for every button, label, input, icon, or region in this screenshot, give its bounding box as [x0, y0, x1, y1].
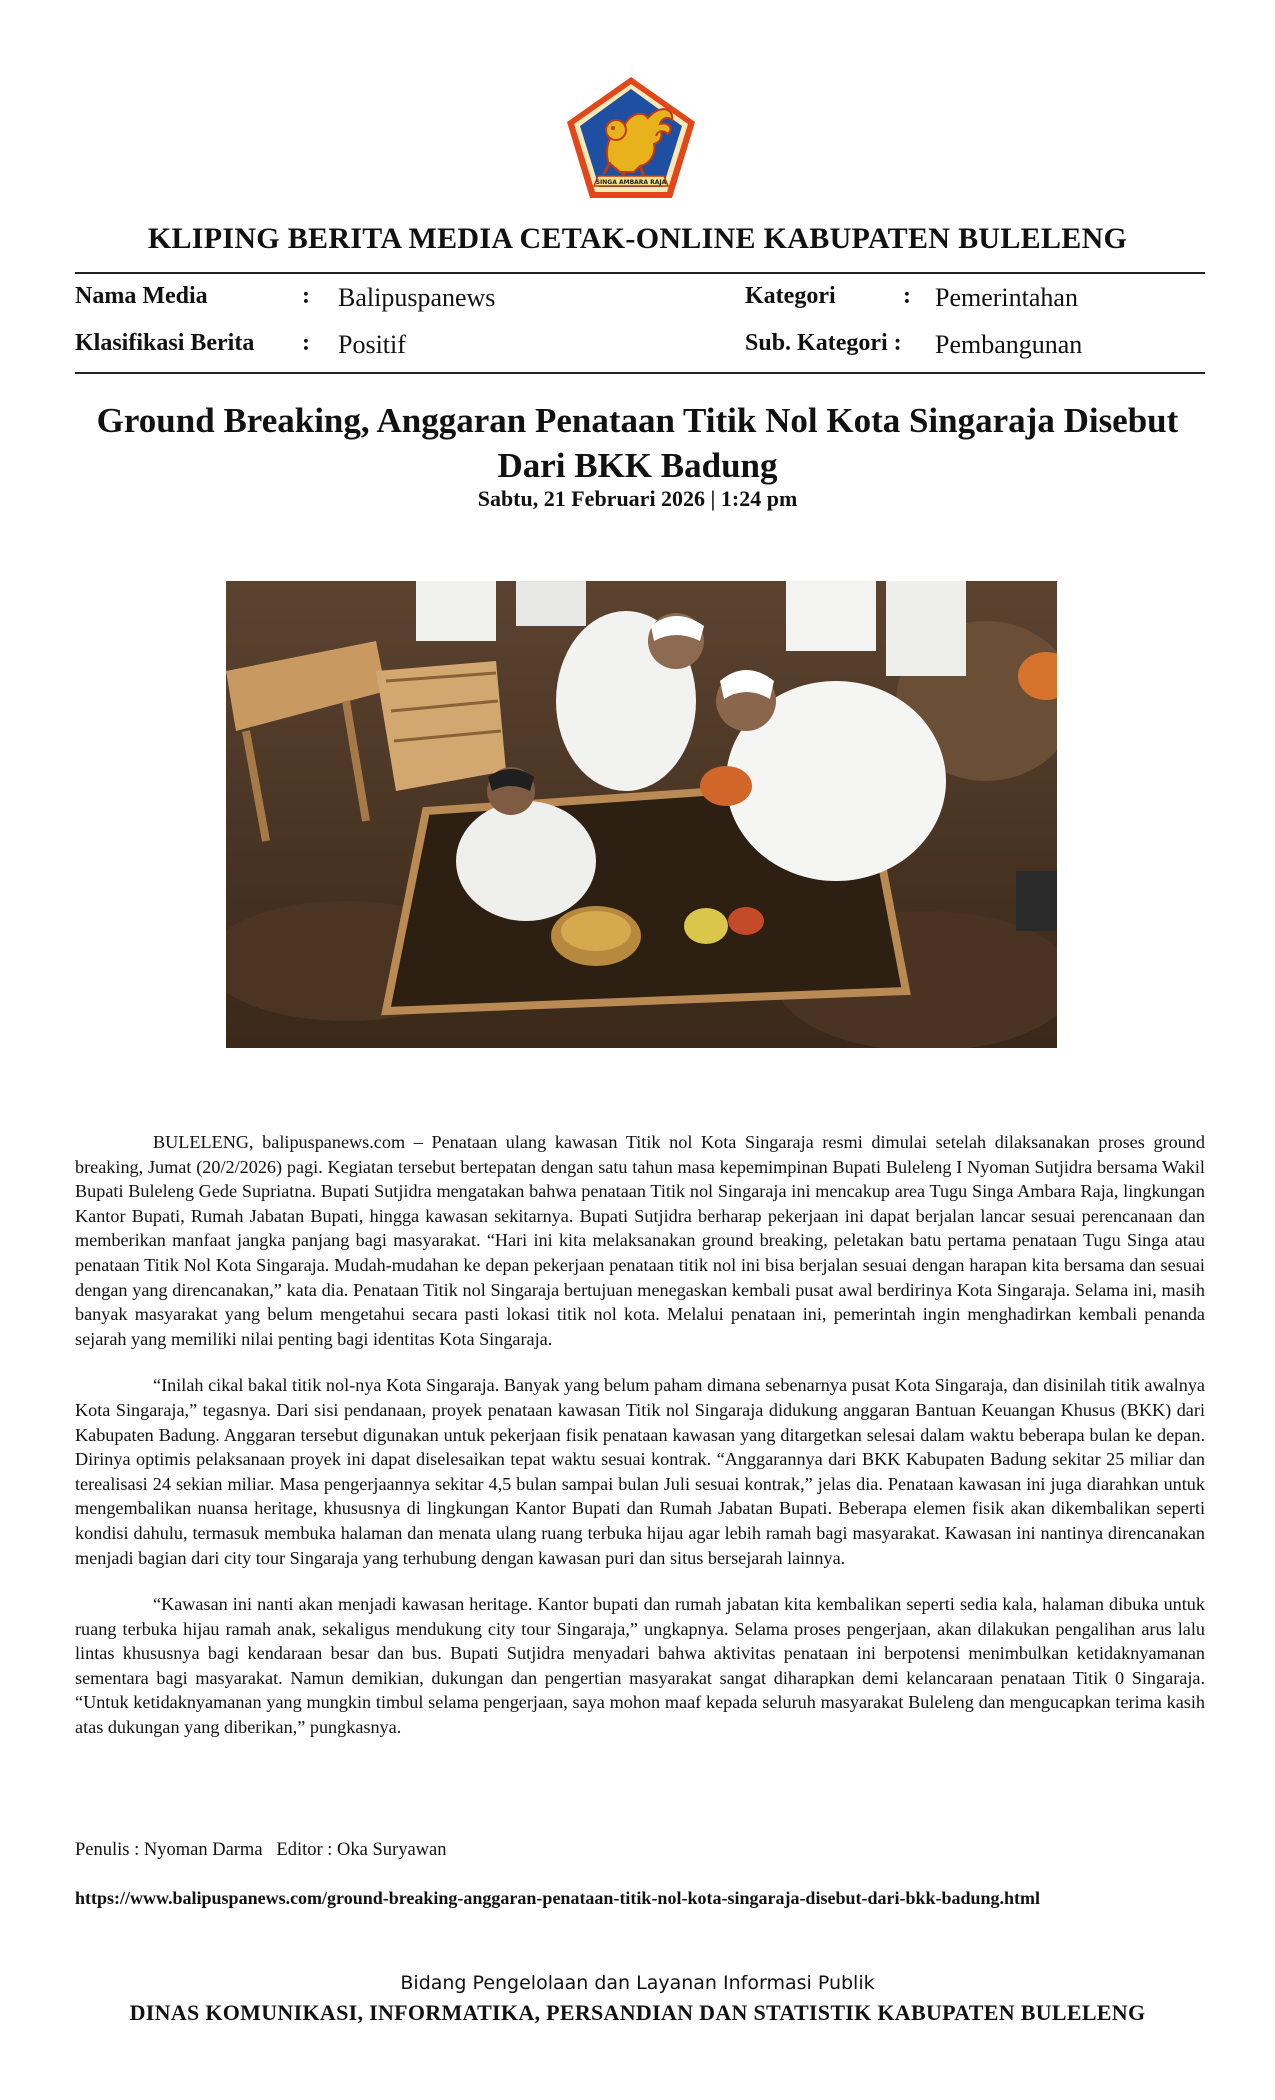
category-value: Pemerintahan [935, 283, 1078, 312]
footer-division: Bidang Pengelolaan dan Layanan Informasi Publik [400, 1972, 875, 1994]
media-label: Nama Media [75, 283, 208, 309]
source-url-link[interactable]: https://www.balipuspanews.com/ground-breaking-anggaran-penataan-titik-nol-kota-singaraja-disebut-dari-bkk-badung.html [75, 1888, 1041, 1908]
media-colon: : [302, 283, 310, 309]
article-date: Sabtu, 21 Februari 2026 | 1:24 pm [477, 486, 798, 511]
footer-agency: DINAS KOMUNIKASI, INFORMATIKA, PERSANDIAN DAN STATISTIK KABUPATEN BULELENG [129, 2000, 1146, 2025]
regency-logo [564, 74, 698, 202]
classification-label: Klasifikasi Berita [75, 330, 255, 356]
article-paragraph: “Kawasan ini nanti akan menjadi kawasan heritage. Kantor bupati dan rumah jabatan kita kembalikan seperti sedia kala, halaman dibuka untuk ruang terbuka hijau ramah anak, sekaligus mendukung city tour Singaraja,” ungkapnya. Selama proses pengerjaan, akan dilakukan pengalihan arus lalu lintas khususnya bagi kendaraan besar dan bus. Bupati Sutjidra menyadari bahwa aktivitas penataan ini berpotensi menimbulkan ketidaknyamanan sementara bagi masyarakat. Namun demikian, dukungan dan pengertian masyarakat sangat diharapkan demi kelancaraan penataan Titik 0 Singaraja. “Untuk ketidaknyamanan yang mungkin timbul selama pengerjaan, saya mohon maaf kepada seluruh masyarakat Buleleng dan mengucapkan terima kasih atas dukungan yang diberikan,” pungkasnya. [75, 1594, 1205, 1738]
article-headline: Ground Breaking, Anggaran Penataan Titik Nol Kota Singaraja Disebut Dari BKK Badung [96, 401, 1179, 485]
page-title: KLIPING BERITA MEDIA CETAK-ONLINE KABUPATEN BULELENG [147, 222, 1128, 255]
divider-bottom [75, 372, 1205, 374]
classification-colon: : [302, 330, 310, 356]
subcategory-value: Pembangunan [935, 330, 1083, 359]
classification-value: Positif [338, 330, 406, 359]
logo-caption: SINGA AMBARA RAJA [595, 179, 667, 186]
article-paragraph: “Inilah cikal bakal titik nol-nya Kota Singaraja. Banyak yang belum paham dimana sebenarnya pusat Kota Singaraja, dan disinilah titik awalnya Kota Singaraja,” tegasnya. Dari sisi pendanaan, proyek penataan kawasan Titik nol Singaraja didukung anggaran Bantuan Keuangan Khusus (BKK) dari Kabupaten Badung. Anggaran tersebut digunakan untuk pekerjaan fisik penataan kawasan yang ditargetkan selesai dalam waktu beberapa bulan ke depan. Dirinya optimis pelaksanaan proyek ini dapat diselesaikan tepat waktu sesuai kontrak. “Anggarannya dari BKK Kabupaten Badung sekitar 25 miliar dan terealisasi 24 sekian miliar. Masa pengerjaannya sekitar 4,5 bulan sampai bulan Juli sesuai kontrak,” jelas dia. Penataan kawasan ini juga diarahkan untuk mengembalikan nuansa heritage, khususnya di lingkungan Kantor Bupati dan Rumah Jabatan Bupati. Beberapa elemen fisik akan dikembalikan seperti kondisi dahulu, termasuk membuka halaman dan menata ulang ruang terbuka hijau agar lebih ramah bagi masyarakat. Kawasan ini nantinya direncanakan menjadi bagian dari city tour Singaraja yang terhubung dengan kawasan puri dan situs bersejarah lainnya. [75, 1375, 1205, 1568]
category-label: Kategori [745, 283, 836, 309]
category-colon: : [903, 283, 911, 309]
media-value: Balipuspanews [338, 283, 496, 312]
ground-breaking-photo-illustration [226, 581, 1057, 1048]
divider-top [75, 272, 1205, 274]
singa-ambara-raja-emblem-icon [564, 74, 698, 202]
subcategory-label: Sub. Kategori : [745, 330, 902, 356]
article-paragraph: BULELENG, balipuspanews.com – Penataan ulang kawasan Titik nol Kota Singaraja resmi dimulai setelah dilaksanakan proses ground breaking, Jumat (20/2/2026) pagi. Kegiatan tersebut bertepatan dengan satu tahun masa kepemimpinan Bupati Buleleng I Nyoman Sutjidra bersama Wakil Bupati Buleleng Gede Supriatna. Bupati Sutjidra mengatakan bahwa penataan Titik nol Singaraja ini mencakup area Tugu Singa Ambara Raja, lingkungan Kantor Bupati, Rumah Jabatan Bupati, hingga kawasan sekitarnya. Bupati Sutjidra berharap pekerjaan ini dapat berjalan lancar sesuai perencanaan dan memberikan manfaat jangka panjang bagi masyarakat. “Hari ini kita melaksanakan ground breaking, peletakan batu pertama penataan Tugu Singa atau penataan Titik Nol Kota Singaraja. Mudah-mudahan ke depan pekerjaan penataan titik nol ini bisa berjalan sesuai dengan harapan kita bersama dan sesuai dengan yang direncanakan,” kata dia. Penataan Titik nol Singaraja bertujuan menegaskan kembali pusat awal berdirinya Kota Singaraja. Selama ini, masih banyak masyarakat yang belum mengetahui secara pasti lokasi titik nol kota. Melalui penataan ini, pemerintah ingin menghadirkan kembali penanda sejarah yang memiliki nilai penting bagi identitas Kota Singaraja. [75, 1132, 1205, 1349]
article-body [75, 1130, 1205, 1762]
article-photo [226, 581, 1057, 1048]
article-credits: Penulis : Nyoman Darma Editor : Oka Suryawan [75, 1840, 447, 1860]
